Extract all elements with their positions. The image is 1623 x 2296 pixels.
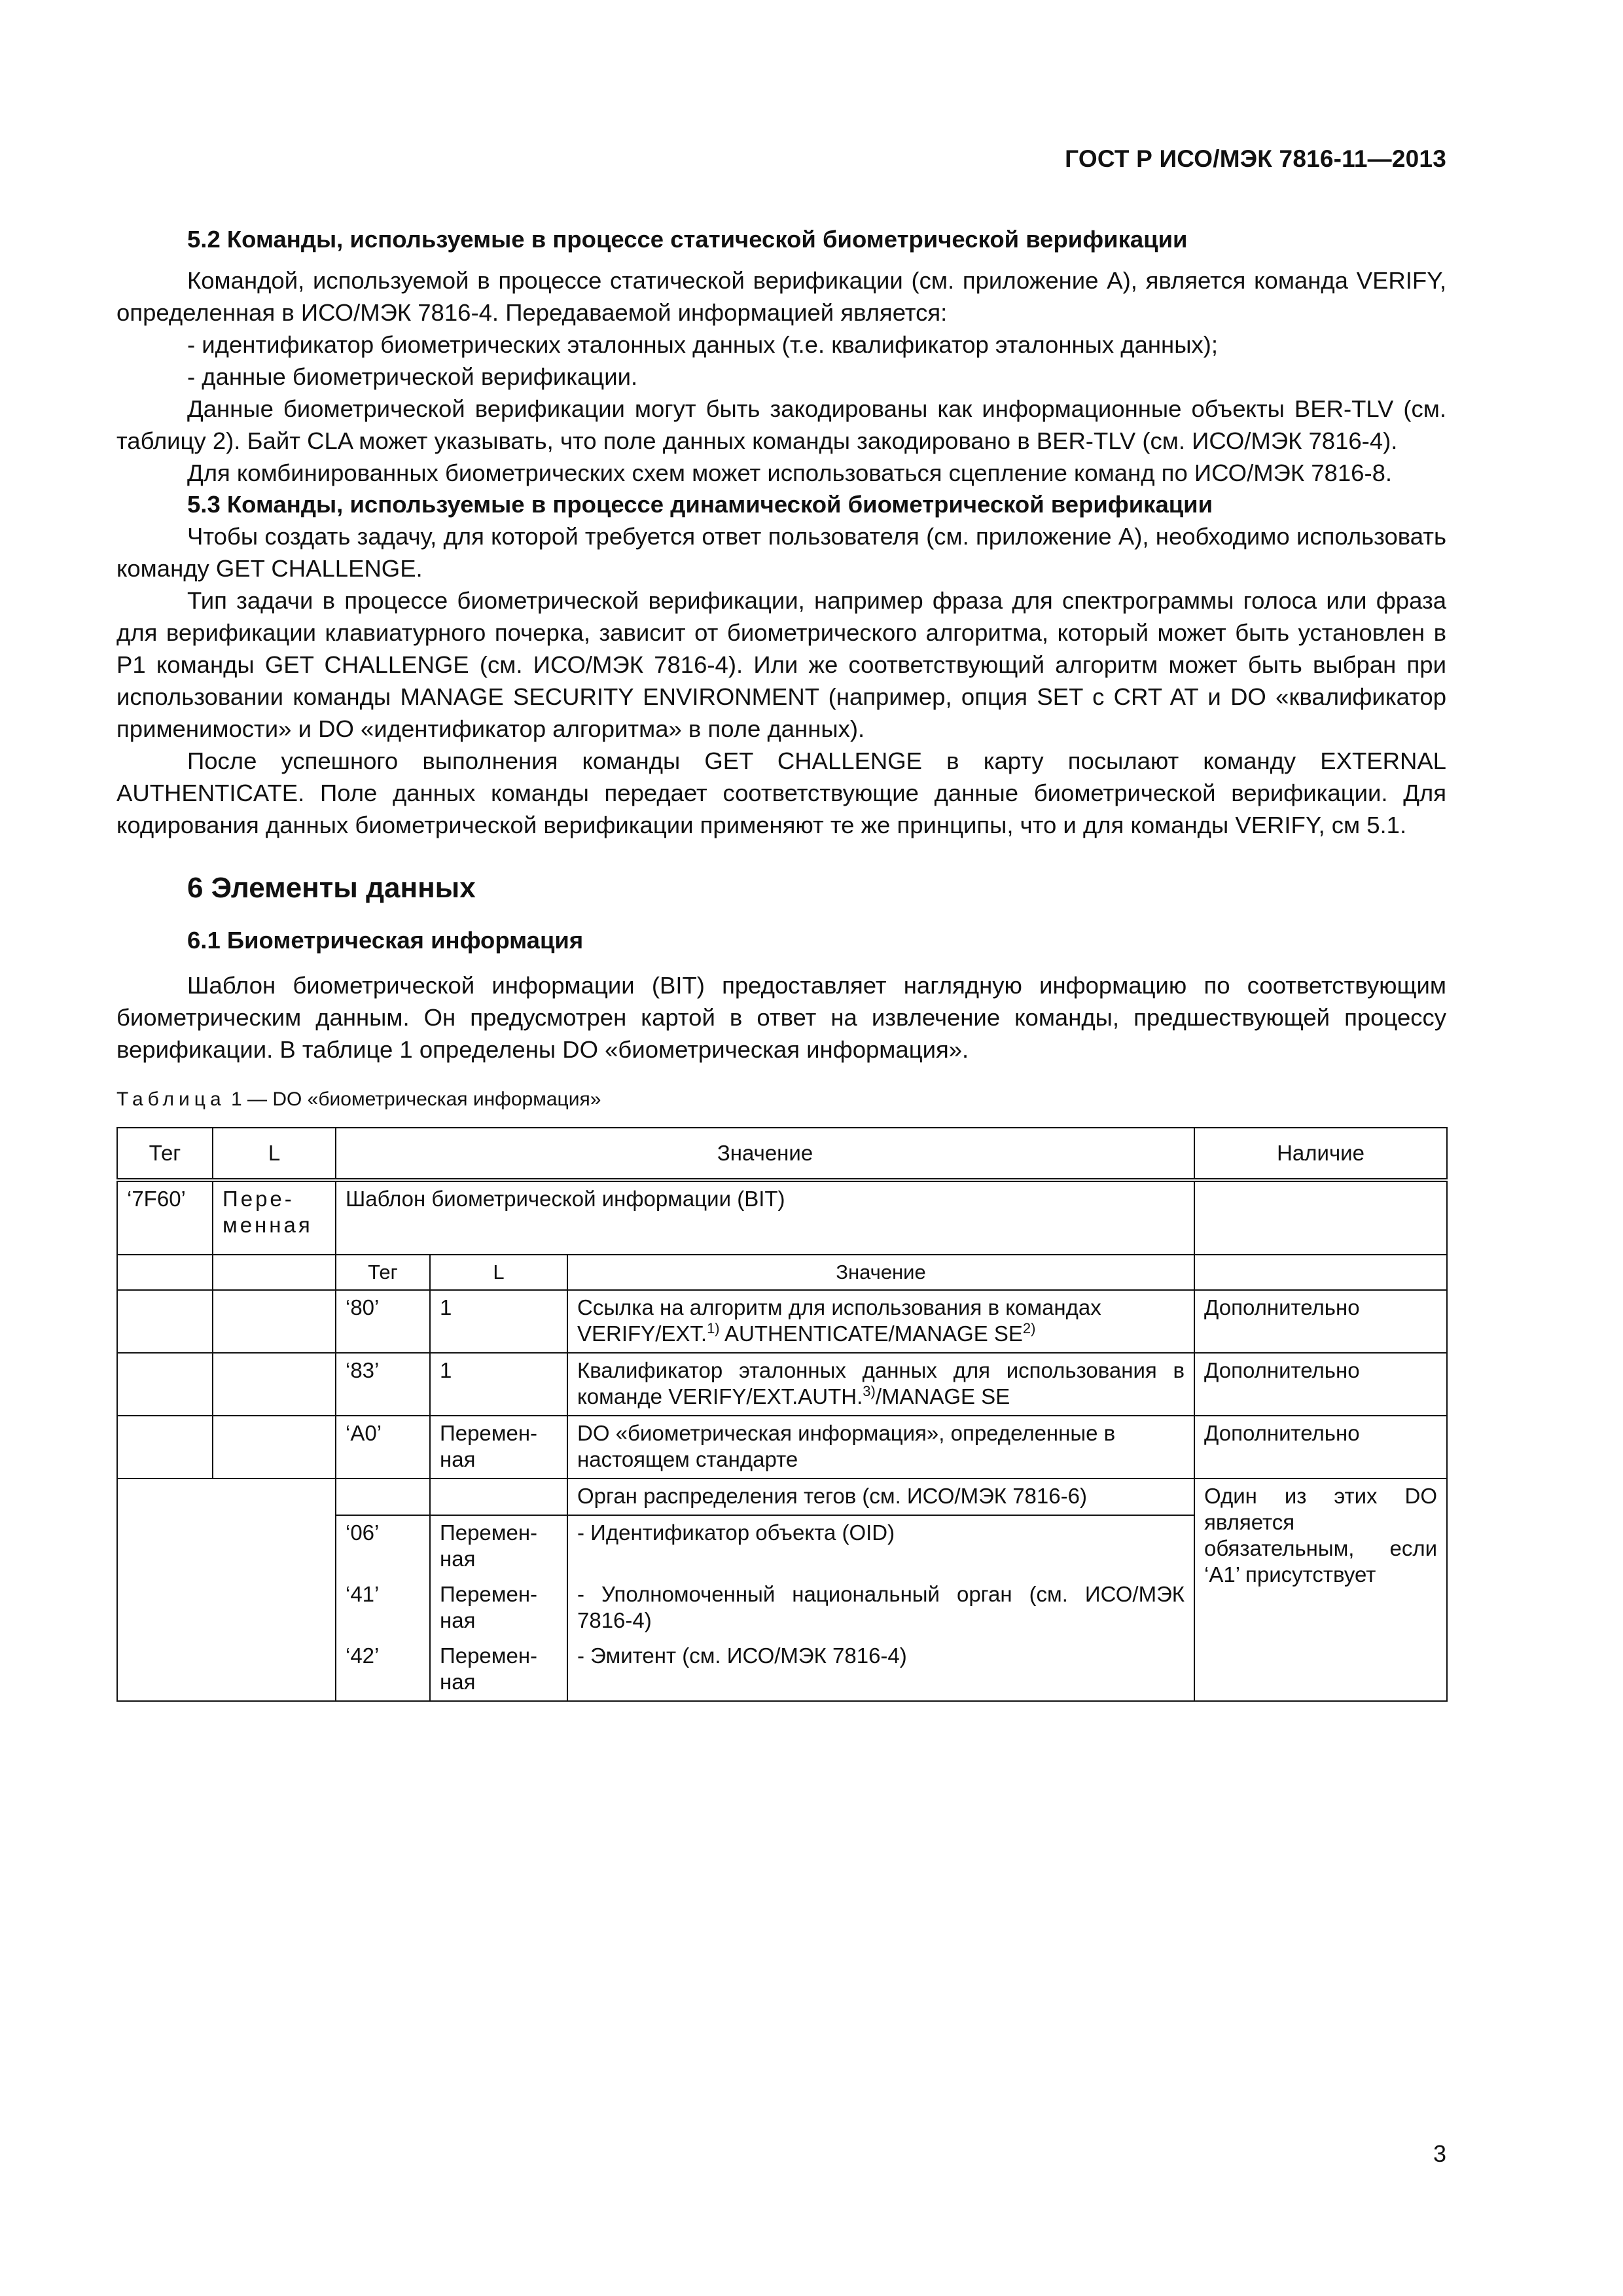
cell-l: 1 — [430, 1353, 567, 1416]
section-5-3-paragraph-1: Чтобы создать задачу, для которой требуется ответ пользователя (см. приложение А), необходимо использовать команду GET CHALLENGE. — [116, 523, 1446, 582]
section-5-2-list-item-1: - идентификатор биометрических эталонных данных (т.е. квалификатор эталонных данных); — [187, 331, 1218, 358]
cell-empty — [117, 1416, 213, 1479]
cell-presence — [1194, 1180, 1447, 1255]
cell-l: Перемен-ная — [430, 1577, 567, 1639]
cell-empty — [1194, 1255, 1447, 1290]
section-5-2-paragraph-1: Командой, используемой в процессе статической верификации (см. приложение А), является команда VERIFY, определенная в ИСО/МЭК 7816-4. Передаваемой информацией является: — [116, 267, 1446, 326]
cell-l: Перемен-ная — [430, 1416, 567, 1479]
cell-l: 1 — [430, 1290, 567, 1353]
cell-empty — [117, 1290, 213, 1353]
cell-value: - Уполномоченный национальный орган (см. ИСО/МЭК 7816-4) — [567, 1577, 1194, 1639]
value-text: Ссылка на алгоритм для использования в командах VERIFY/EXT. — [577, 1295, 1101, 1346]
table-row — [117, 1353, 1447, 1416]
section-6-title: 6 Элементы данных — [187, 872, 476, 904]
header-value: Значение — [336, 1128, 1194, 1180]
cell-value: DO «биометрическая информация», определенные в настоящем стандарте — [567, 1416, 1194, 1479]
cell-empty — [213, 1290, 336, 1353]
document-body — [116, 224, 1446, 1702]
cell-tag: ‘80’ — [336, 1290, 430, 1353]
cell-value: Шаблон биометрической информации (BIT) — [336, 1180, 1194, 1255]
cell-presence: Дополнительно — [1194, 1416, 1447, 1479]
subheader-tag: Тег — [336, 1255, 430, 1290]
cell-tag: ‘7F60’ — [117, 1180, 213, 1255]
page-number: 3 — [1433, 2140, 1446, 2167]
biometric-info-table — [116, 1127, 1448, 1702]
section-5-3-paragraph-2: Тип задачи в процессе биометрической верификации, например фраза для спектрограммы голоса или фраза для верификации клавиатурного почерка, зависит от биометрического алгоритма, который может быть установлен в Р1 команды GET CHALLENGE (см. ИСО/МЭК 7816-4). Или же соответствующий алгоритм может быть выбран при использовании команды MANAGE SECURITY ENVIRONMENT (например, опция SET с CRT AT и DO «квалификатор применимости» и DO «идентификатор алгоритма» в поле данных). — [116, 587, 1446, 742]
footnote-mark: 2) — [1022, 1320, 1036, 1336]
cell-empty — [430, 1479, 567, 1515]
footnote-mark: 1) — [707, 1320, 720, 1336]
section-5-2-list-item-2: - данные биометрической верификации. — [187, 363, 638, 390]
cell-tag: ‘A0’ — [336, 1416, 430, 1479]
cell-tag: ‘41’ — [336, 1577, 430, 1639]
section-6-1-paragraph-1: Шаблон биометрической информации (BIT) предоставляет наглядную информацию по соответствующим биометрическим данным. Он предусмотрен картой в ответ на извлечение команды, предшествующей процессу верификации. В таблице 1 определены DO «биометрическая информация». — [116, 972, 1446, 1063]
cell-l: Пере-менная — [213, 1180, 336, 1255]
table-header-row — [117, 1128, 1447, 1180]
cell-empty — [117, 1255, 213, 1290]
cell-value: - Идентификатор объекта (OID) — [567, 1515, 1194, 1577]
cell-empty — [336, 1479, 430, 1515]
cell-empty — [213, 1255, 336, 1290]
cell-l: Перемен-ная — [430, 1639, 567, 1701]
cell-value — [567, 1353, 1194, 1416]
cell-l: Перемен-ная — [430, 1515, 567, 1577]
cell-tag: ‘42’ — [336, 1639, 430, 1701]
cell-empty — [213, 1416, 336, 1479]
section-5-3-paragraph-3: После успешного выполнения команды GET CHALLENGE в карту посылают команду EXTERNAL AUTHENTICATE. Поле данных команды передает соответствующие данные биометрической верификации. Для кодирования данных биометрической верификации применяют те же принципы, что и для команды VERIFY, см 5.1. — [116, 747, 1446, 838]
subheader-l: L — [430, 1255, 567, 1290]
table-row — [117, 1416, 1447, 1479]
cell-empty — [117, 1353, 213, 1416]
header-presence: Наличие — [1194, 1128, 1447, 1180]
cell-tag: ‘83’ — [336, 1353, 430, 1416]
value-text: AUTHENTICATE/MANAGE SE — [719, 1321, 1023, 1346]
table-row — [117, 1180, 1447, 1255]
cell-value: Орган распределения тегов (см. ИСО/МЭК 7816-6) — [567, 1479, 1194, 1515]
header-tag: Тег — [117, 1128, 213, 1180]
table-row — [117, 1479, 1447, 1515]
table-caption-word: Таблица — [116, 1088, 226, 1110]
cell-presence: Дополнительно — [1194, 1353, 1447, 1416]
table-subheader-row — [117, 1255, 1447, 1290]
header-l: L — [213, 1128, 336, 1180]
cell-empty — [213, 1353, 336, 1416]
value-text: /MANAGE SE — [875, 1384, 1010, 1408]
cell-presence: Дополнительно — [1194, 1290, 1447, 1353]
section-5-2-paragraph-2: Данные биометрической верификации могут быть закодированы как информационные объекты BER-TLV (см. таблицу 2). Байт CLA может указывать, что поле данных команды закодировано в BER-TLV (см. ИСО/МЭК 7816-4). — [116, 395, 1446, 454]
value-text: Квалификатор эталонных данных для использования в команде VERIFY/EXT.AUTH. — [577, 1358, 1185, 1408]
cell-tag: ‘06’ — [336, 1515, 430, 1577]
document-page — [116, 0, 1446, 2296]
cell-value — [567, 1290, 1194, 1353]
footnote-mark: 3) — [863, 1383, 876, 1399]
document-header: ГОСТ Р ИСО/МЭК 7816-11—2013 — [1065, 145, 1446, 172]
section-5-3-title: 5.3 Команды, используемые в процессе динамической биометрической верификации — [187, 491, 1213, 518]
cell-value: - Эмитент (см. ИСО/МЭК 7816-4) — [567, 1639, 1194, 1701]
table-row — [117, 1290, 1447, 1353]
subheader-value: Значение — [567, 1255, 1194, 1290]
cell-empty — [117, 1479, 336, 1701]
table-caption — [116, 1086, 1446, 1113]
table-caption-text: 1 — DO «биометрическая информация» — [230, 1088, 601, 1110]
section-5-2-paragraph-3: Для комбинированных биометрических схем может использоваться сцепление команд по ИСО/МЭК 7816-8. — [187, 459, 1393, 486]
section-6-1-title: 6.1 Биометрическая информация — [187, 927, 584, 954]
cell-presence: Один из этих DO является обязательным, если ‘A1’ присутствует — [1194, 1479, 1447, 1701]
section-5-2-title: 5.2 Команды, используемые в процессе статической биометрической верификации — [187, 226, 1188, 253]
